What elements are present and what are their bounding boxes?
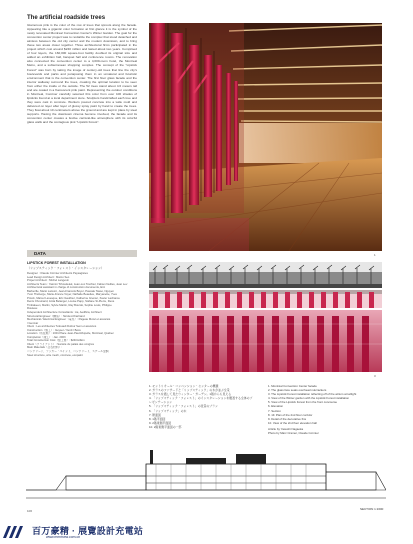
- credit-line: Total Construction Cost（総工費）: $240million: [27, 339, 85, 343]
- credit-line: Designer : Claude Cormier Architects Paysagistes: [27, 272, 88, 275]
- credit-line: Client（クライアント）: Société du palais des congrès: [27, 342, 94, 346]
- page-number: 106: [27, 509, 33, 513]
- photo-credit: [268, 428, 319, 436]
- footer-site-name: 百万豪精 · 展覽設計充電站: [32, 526, 144, 536]
- section-drawing-label: SECTION 1:1600: [360, 507, 384, 511]
- data-title: LIPSTICK FOREST INSTALLATION: [27, 261, 86, 265]
- figure-number-main: 1: [374, 253, 376, 257]
- legend-item: 5. View of the Lipstick Forest from the front concourse: [268, 400, 338, 405]
- figure-number-strip2: 3: [374, 374, 376, 378]
- photo-credit-line: Article by Yasushi Nagaoka: [268, 427, 304, 431]
- credit-line: Proulx, Marcel Lévesque, Éric Gauthier, Catherine Grenier, Xavier Lachance: [27, 296, 120, 300]
- legend-item: 3. The Lipstick Forest installation reflecting off of the atrium at twilight: [268, 392, 357, 397]
- credit-line: Architects Team : Yasmin Tchoudelek, Jean-Luc Tourbier, Fabien Neilles, Jean Lev: [27, 282, 128, 286]
- photo-credit-line: Photo by Marc Cramer, Claude Cormier: [268, 430, 319, 435]
- footer-site-url: www.mmmww.com.cn: [46, 535, 81, 539]
- legend-item: 2. ガラスのファサードと「リップスティック」の木が並ぶ全景: [149, 388, 230, 393]
- credit-line: Project Architect : Michel Langevin: [27, 279, 70, 283]
- legend-item: 9. 2階東側平面図: [149, 420, 172, 425]
- credit-line: Barberille, Mario Lamont, Jean-Francois Boyer, Pascale Tassé, Nguyen: [27, 289, 114, 293]
- strip-photo-exterior: [149, 262, 382, 288]
- credit-line: Location（所在地）: 1001 Place Jean-Paul-Riopelle, Montréal, Québec: [27, 332, 114, 336]
- credit-line: Construction（施工）: Geyser / Verdi / Bécu: [27, 328, 81, 332]
- credit-line: Independent Architecture Consultants : Aé, Aedifica, Architect: [27, 311, 102, 315]
- legend-item: 1. モントリオール・コンベンション・センターの概観: [149, 384, 219, 388]
- legend-item: 4. View of the Winter garden with the Lipstick Forest installation: [268, 396, 350, 401]
- credit-line: Timbakeen, Martin, Sylvie Martin, Ray Bourdé, Sophie Louis, Philippe: [27, 303, 112, 307]
- article-body: Glamorous pink is the color of the row of trees that sprouts along the facade. Appearing like a gigantic color formation at first glance it is the symbol of the newly renovated Montreal Convention Center's Winter Garden. The goal for the convention center project was to revitalize the complex that stood detached and aimless between the old city center and the modern downtown, and to bring these two areas closer together. Three architectural firms participated in the project which cost around $240 million and lasted about two years. Comprised of four layers, the 160,000 square-foot facility doubled its original size and added an exhibition hall, banquet hall and conference rooms. The renovation also connected the convention center to a 4,000-room hotel, the Montreal Metro, and a subterranean shopping complex. The concept of the "Lipstick Forest" was born by taking the image of century-old trees that line the city's boulevards and parks and juxtaposing them in an unnatural and futuristic environment that is the convention center. The first floor glass facade and the interior walkway surround the trees, creating the optimal location to be seen from either the inside or the outside. The 52 trees stand about 4.6 meters tall and are coated in a fluorescent pink paint. Representing the outdoor conditions in Montreal, Comtner carefully selected this color from over 100 shades of lipsticks found at a local department store. Sculptors handcrafted each tree and they were cast in concrete. Workers poured concrete into a wide mold and delivered on layer after layer of glossy spray paint by hand to create the trees. They float about 10 centimeters above the ground and are kept in place by steel supports. Having the downtown cinema become involved, the facade and its convention center creates a festive carnival-like atmosphere with its colorful glass walls and the contagious pink "Lipstick Forest".: [27, 23, 137, 125]
- credit-line: Denis Chouinard, Anita Belanger, Louise Papp, Stéfane St-Pierre, René: [27, 300, 115, 304]
- legend-item: 6. Elevation: [268, 404, 284, 409]
- credit-line: Completion（竣工）: Jan. 2003: [27, 335, 66, 339]
- credit-line: / Genivar: [27, 321, 39, 325]
- credit-line: Architectural assistant in charge of construction documents, Eric: [27, 286, 106, 290]
- strip-photo-pink-panorama: [149, 290, 382, 308]
- legend-item: 1. Montréal Convention Center facade: [268, 384, 317, 388]
- legend-item: 7. 断面図: [149, 412, 161, 417]
- legend-item: 3. ガラスを通して見たウィンター・ガーデン。1階からも見える: [149, 392, 232, 397]
- legend-item: 2. The glass face seats overhead nutcrackers: [268, 388, 327, 393]
- legend-item: レゼンテーション: [149, 400, 173, 405]
- legend-item: 8. 1階平面図: [149, 416, 166, 421]
- credit-line: Structural Engineer（構造）: Nicolet-Chartrand: [27, 314, 85, 318]
- legend-item: 4. 「リップスティック・フォレスト」のインスタレーションを鑑賞する全体のプ: [149, 396, 253, 401]
- credit-line: Rouleau: [27, 307, 38, 311]
- credit-line: Main Materials（主な材料）:: [27, 346, 63, 350]
- main-photo-interior: [149, 23, 382, 251]
- data-title-jp: （リップスティック・フォレスト・インスタレーション）: [27, 266, 105, 270]
- legend-item: 5. 「リップスティック・フォレスト」の夜景のプラン: [149, 404, 218, 409]
- credit-line: Steel structure, wire mesh, concrete, ecopaint: [27, 353, 83, 357]
- credit-line: Lead Design Architect : Marco Seo: [27, 275, 70, 279]
- legend-item: 9. Detail of the decorative fins: [268, 416, 307, 421]
- credit-line: Yvon Théberge, Marie-France Voyer, Nathalie Beaulieu, Maryanette, Yves: [27, 293, 117, 297]
- credits-list: [27, 272, 139, 357]
- legend-item: 6. 「リップスティック」の木: [149, 408, 187, 413]
- legend-item: 7. Section: [268, 408, 281, 413]
- legend-item: 10. View of the 2nd floor elevation hall: [268, 420, 317, 425]
- site-logo-icon: [3, 524, 25, 538]
- legend-japanese: [149, 384, 252, 429]
- credit-line: Client : Les architectes Tétreault Dufour Seni et associés: [27, 325, 97, 329]
- credit-line: Mechanical / Electrical Engineer（電気）: Pageau Morel et associés: [27, 318, 111, 322]
- legend-item: 10. 2階東側平面図の一部: [149, 424, 182, 429]
- section-drawing: [26, 440, 386, 504]
- legend-english: [268, 384, 356, 425]
- strip-photo-pink-interior: [149, 310, 382, 372]
- legend-item: 8. 1F. Plan of the 2nd floor corridor: [268, 412, 313, 417]
- credit-line: コンクリート、ラッカー・ペイント、コンクリート、スチール金網: [27, 350, 109, 354]
- data-label: DATA: [34, 251, 46, 256]
- article-title: The artificial roadside trees: [27, 15, 106, 21]
